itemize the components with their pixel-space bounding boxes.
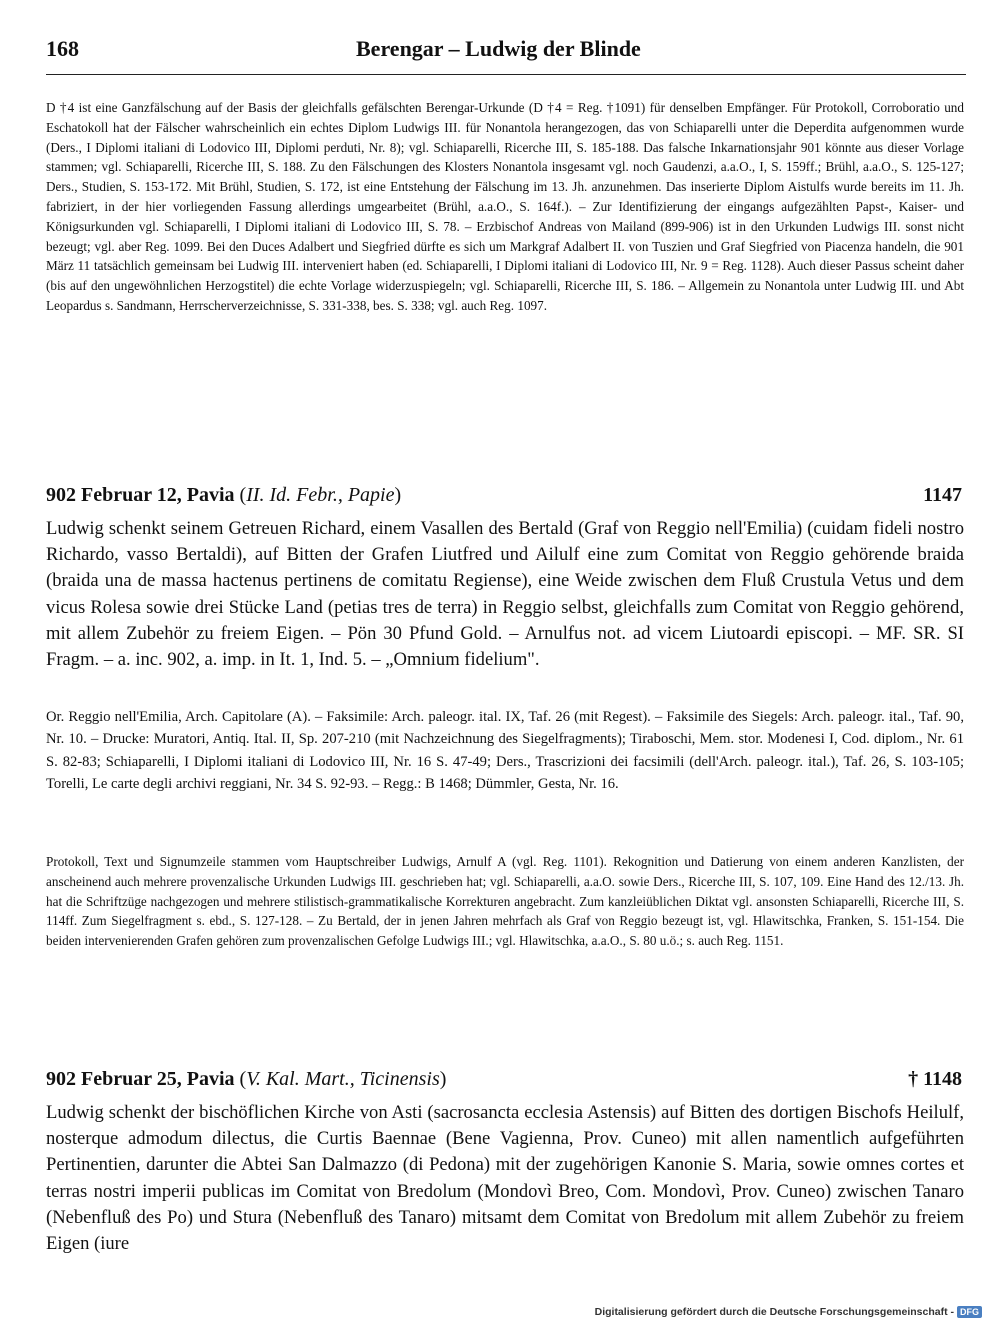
entry-1148-date-place: 902 Februar 25, Pavia	[46, 1068, 235, 1090]
page-number: 168	[46, 36, 79, 61]
entry-1147-commentary-text: Protokoll, Text und Signumzeile stammen vom Hauptschreiber Ludwigs, Arnulf A (vgl. Reg. 1101). Rekognition und Datierung von einem anderen Kanzlisten, der anscheinend auch mehrere provenzalische Urkunden Ludwigs III. geschrieben hat; vgl. Schiaparelli, a.a.O. sowie Ders., Ricerche III, S. 107, 109. Eine Hand des 12./13. Jh. hat die Schriftzüge nachgezogen und mehrere stilistisch-grammatikalische Korrekturen angebracht. Zum kanzleiüblichen Diktat vgl. ansonsten Schiaparelli, Ricerche III, S. 114ff. Zum Siegelfragment s. ebd., S. 127-128. – Zu Bertald, der in jenen Jahren mehrfach als Graf von Reggio bezeugt ist, vgl. Hlawitschka, Franken, S. 151-154. Die beiden intervenierenden Grafen gehören zum provenzalischen Gefolge Ludwigs III.; vgl. Hlawitschka, a.a.O., S. 80 u.ö.; s. auch Reg. 1151.	[46, 854, 964, 949]
entry-1147-sources-text: Or. Reggio nell'Emilia, Arch. Capitolare (A). – Faksimile: Arch. paleogr. ital. IX, Taf. 26 (mit Regest). – Faksimile des Siegels: Arch. paleogr. ital., Taf. 90, Nr. 10. – Drucke: Muratori, Antiq. Ital. II, Sp. 207-210 (mit Nachzeichnung des Siegelfragments); Tiraboschi, Mem. stor. Modenesi I, Cod. diplom., Nr. 61 S. 82-83; Schiaparelli, I Diplomi italiani di Lodovico III, Nr. 16 S. 47-49; Ders., Trascrizioni dei facsimili (dell'Arch. paleogr. ital.), Taf. 26, S. 103-105; Torelli, Le carte degli archivi reggiani, Nr. 34 S. 92-93. – Regg.: B 1468; Dümmler, Gesta, Nr. 16.	[46, 709, 964, 793]
running-title: Berengar – Ludwig der Blinde	[356, 36, 641, 61]
entry-1147-commentary	[46, 852, 964, 951]
entry-1147-latin-date: II. Id. Febr., Papie	[246, 484, 395, 506]
running-header	[46, 34, 966, 75]
entry-1148-regest	[46, 1100, 964, 1264]
entry-1147-regest	[46, 516, 964, 673]
entry-1147-heading: 902 Februar 12, Pavia (II. Id. Febr., Papie) 1147	[46, 484, 962, 506]
dfg-logo: DFG	[957, 1306, 982, 1318]
entry-1147-sources	[46, 706, 964, 796]
entry-1147-date-place: 902 Februar 12, Pavia	[46, 484, 235, 506]
entry-1148-latin-date: V. Kal. Mart., Ticinensis	[246, 1068, 440, 1090]
footer-credit	[595, 1306, 982, 1318]
footer-text: Digitalisierung gefördert durch die Deutsche Forschungsgemeinschaft -	[594, 1306, 954, 1318]
entry-1148-number: † 1148	[908, 1068, 962, 1090]
entry-1147-regest-text: Ludwig schenkt seinem Getreuen Richard, einem Vasallen des Bertald (Graf von Reggio nell'Emilia) (cuidam fideli nostro Richardo, vasso Bertaldi), auf Bitten der Grafen Liutfred und Ailulf eine zum Comitat von Reggio gehörende braida (braida una de massa hactenus pertinens de comitatu Regiense), eine Weide zwischen dem Fluß Crustula Vetus und dem vicus Rolesa sowie drei Stücke Land (petias tres de terra) in Reggio selbst, gleichfalls zum Comitat von Reggio gehörend, mit allem Zubehör zu freiem Eigen. – Pön 30 Pfund Gold. – Arnulfus not. ad vicem Liutoardi episcopi. – MF. SR. SI Fragm. – a. inc. 902, a. imp. in It. 1, Ind. 5. – „Omnium fidelium".	[46, 518, 964, 671]
entry-1148-heading: 902 Februar 25, Pavia (V. Kal. Mart., Ticinensis) † 1148	[46, 1068, 962, 1090]
commentary-top-text: D †4 ist eine Ganzfälschung auf der Basis der gleichfalls gefälschten Berengar-Urkunde (D †4 = Reg. †1091) für denselben Empfänger. Für Protokoll, Corroboratio und Eschatokoll hat der Fälscher wahrscheinlich ein echtes Diplom Ludwigs III. für Nonantola herangezogen, das von Schiaparelli unter die Deperdita aufgenommen wurde (Ders., I Diplomi italiani di Lodovico III, Diplomi perduti, Nr. 8); vgl. Schiaparelli, Ricerche III, S. 185-188. Das falsche Inkarnationsjahr 901 könnte aus dieser Vorlage stammen; vgl. Schiaparelli, Ricerche III, S. 188. Zu den Fälschungen des Klosters Nonantola insgesamt vgl. noch Gaudenzi, a.a.O., I, S. 159ff.; Brühl, a.a.O., S. 125-127; Ders., Studien, S. 153-172. Mit Brühl, Studien, S. 172, ist eine Entstehung der Fälschung im 13. Jh. anzunehmen. Das inserierte Diplom Aistulfs wurde bereits im 11. Jh. fabriziert, in der hier vorliegenden Fassung allerdings umgearbeitet (Brühl, a.a.O., S. 164f.). – Zur Identifizierung der eingangs aufgezählten Papst-, Kaiser- und Königsurkunden vgl. Schiaparelli, I Diplomi italiani di Lodovico III, S. 78. – Erzbischof Andreas von Mailand (899-906) ist in den Urkunden Ludwigs III. sonst nicht bezeugt; vgl. aber Reg. 1099. Bei den Duces Adalbert und Siegfried dürfte es sich um Markgraf Adalbert II. von Tuszien und Graf Siegfried von Piacenza handeln, die 901 März 11 tatsächlich gemeinsam bei Ludwig III. interveniert haben (ed. Schiaparelli, I Diplomi italiani di Lodovico III, Nr. 9 = Reg. 1128). Auch dieser Passus scheint daher (bis auf den ungewöhnlichen Herzogstitel) die echte Vorlage widerzuspiegeln; vgl. Schiaparelli, Ricerche III, S. 186. – Allgemein zu Nonantola unter Ludwig III. und Abt Leopardus s. Sandmann, Herrscherverzeichnisse, S. 331-338, bes. S. 338; vgl. auch Reg. 1097.	[46, 100, 964, 313]
commentary-top	[46, 98, 964, 316]
entry-1147-number: 1147	[923, 484, 962, 506]
entry-1148-regest-text: Ludwig schenkt der bischöflichen Kirche von Asti (sacrosancta ecclesia Astensis) auf Bitten des dortigen Bischofs Heilulf, nosterque admodum dilectus, die Curtis Baennae (Bene Vagienna, Prov. Cuneo) mit allen namentlich aufgeführten Pertinentien, darunter die Abtei San Dalmazzo (di Pedona) mit der zugehörigen Kanonie S. Maria, sowie omnes cortes et terras nostri imperii publicas im Comitat von Bredolum (Mondovì Breo, Com. Mondovì, Prov. Cuneo) zwischen Tanaro (Nebenfluß des Po) und Stura (Nebenfluß des Tanaro) mitsamt dem Comitat von Bredolum mit allem Zubehör zu freiem Eigen (iure	[46, 1102, 964, 1255]
